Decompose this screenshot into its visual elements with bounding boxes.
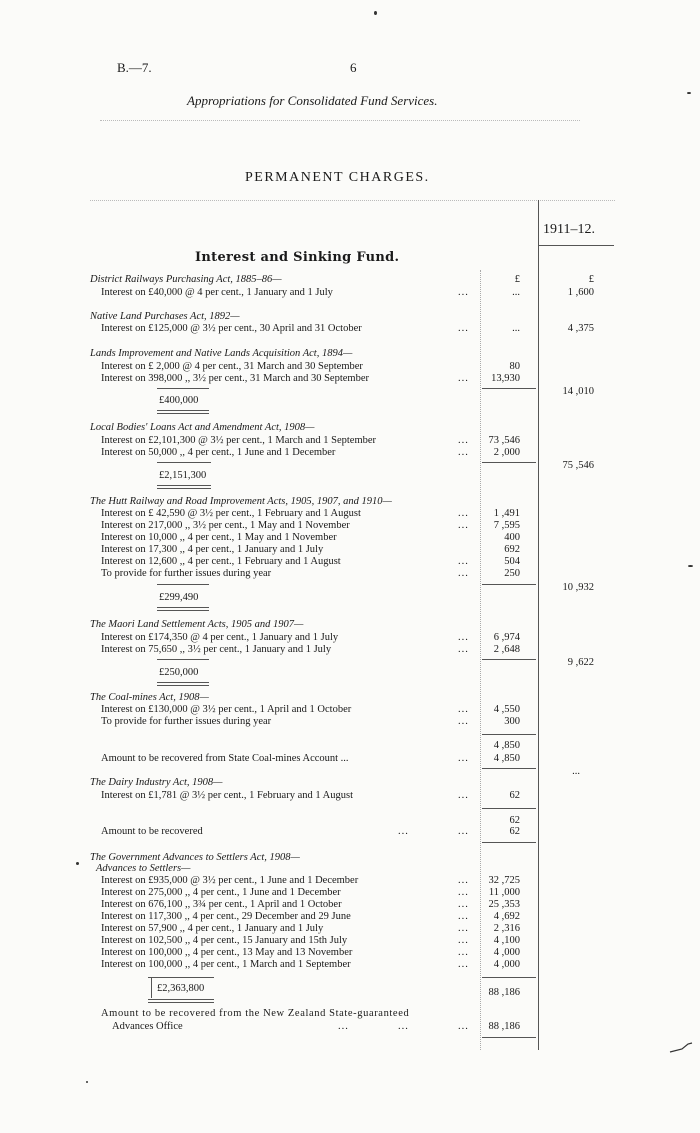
leader-dots: ...	[458, 1021, 469, 1032]
leader-dots: ...	[458, 556, 469, 567]
leader-dots: ...	[398, 826, 409, 837]
ink-speck	[688, 565, 693, 567]
sum-rule	[157, 682, 209, 683]
document-reference: B.—7.	[117, 60, 152, 75]
line-amount: 4 ,550	[493, 704, 520, 715]
sum-rule	[157, 610, 209, 611]
line-item: Amount to be recovered from the New Zealand State-guaranteed	[101, 1008, 410, 1019]
line-amount: ...	[512, 287, 520, 298]
act-heading: The Coal-mines Act, 1908—	[90, 692, 209, 703]
line-amount: 25 ,353	[488, 899, 520, 910]
leader-dots: ...	[458, 704, 469, 715]
line-amount: 88 ,186	[488, 1021, 520, 1032]
page-title: Appropriations for Consolidated Fund Services.	[187, 93, 438, 108]
line-amount: 32 ,725	[488, 875, 520, 886]
line-item: Interest on £2,101,300 @ 3½ per cent., 1 March and 1 September	[101, 435, 377, 446]
line-item: Interest on 12,600 ,, 4 per cent., 1 February and 1 August	[101, 556, 341, 567]
line-item: Interest on 50,000 ,, 4 per cent., 1 June and 1 December	[101, 447, 336, 458]
subtotal-rule	[482, 808, 536, 809]
year-total: 14 ,010	[562, 386, 594, 397]
principal-sum: £400,000	[159, 395, 199, 406]
subtotal-rule	[482, 977, 536, 978]
line-amount: 1 ,491	[493, 508, 520, 519]
act-heading: The Dairy Industry Act, 1908—	[90, 777, 223, 788]
leader-dots: ...	[458, 323, 469, 334]
line-item: Interest on £40,000 @ 4 per cent., 1 January and 1 July	[101, 287, 333, 298]
act-heading: The Government Advances to Settlers Act, 1908—	[90, 852, 300, 863]
line-amount: 62	[509, 826, 520, 837]
subtotal-rule	[482, 842, 536, 843]
leader-dots: ...	[458, 508, 469, 519]
year-total: 10 ,932	[562, 582, 594, 593]
principal-sum: £2,151,300	[159, 470, 207, 481]
year-column-header: 1911–12.	[543, 222, 595, 237]
line-item: Amount to be recovered from State Coal-mines Account ...	[101, 753, 349, 764]
line-item: Interest on 57,900 ,, 4 per cent., 1 January and 1 July	[101, 923, 324, 934]
line-amount: 2 ,000	[493, 447, 520, 458]
line-item: Interest on £1,781 @ 3½ per cent., 1 February and 1 August	[101, 790, 353, 801]
line-item: Interest on 10,000 ,, 4 per cent., 1 May and 1 November	[101, 532, 337, 543]
table-top-rule	[90, 200, 615, 201]
year-total: 1 ,600	[567, 287, 594, 298]
leader-dots: ...	[458, 923, 469, 934]
leader-dots: ...	[458, 887, 469, 898]
principal-sum: £299,490	[159, 592, 199, 603]
line-amount: 4 ,692	[493, 911, 520, 922]
leader-dots: ...	[458, 911, 469, 922]
line-item: Interest on 100,000 ,, 4 per cent., 1 March and 1 September	[101, 959, 351, 970]
line-item: Interest on £ 2,000 @ 4 per cent., 31 March and 30 September	[101, 361, 363, 372]
leader-dots: ...	[458, 959, 469, 970]
line-amount: 692	[504, 544, 520, 555]
line-amount: 4 ,000	[493, 959, 520, 970]
principal-sum: £2,363,800	[157, 983, 205, 994]
leader-dots: ...	[458, 826, 469, 837]
leader-dots: ...	[458, 790, 469, 801]
subtotal-amount: 4 ,850	[493, 740, 520, 751]
subtotal-amount: 88 ,186	[488, 987, 520, 998]
line-amount: 11 ,000	[488, 887, 520, 898]
line-amount: 2 ,316	[493, 923, 520, 934]
line-amount: 73 ,546	[488, 435, 520, 446]
line-amount: 4 ,000	[493, 947, 520, 958]
line-item: Interest on 17,300 ,, 4 per cent., 1 January and 1 July	[101, 544, 324, 555]
line-item: Interest on 275,000 ,, 4 per cent., 1 June and 1 December	[101, 887, 341, 898]
act-heading: The Maori Land Settlement Acts, 1905 and 1907—	[90, 619, 304, 630]
leader-dots: ...	[458, 435, 469, 446]
sum-rule	[157, 462, 211, 463]
pencil-mark	[668, 1040, 694, 1056]
line-item: To provide for further issues during year	[101, 716, 272, 727]
leader-dots: ...	[398, 1021, 409, 1032]
line-item: Interest on 75,650 ,, 3½ per cent., 1 January and 1 July	[101, 644, 332, 655]
year-total: ...	[572, 766, 580, 777]
leader-dots: ...	[458, 568, 469, 579]
line-amount: 6 ,974	[493, 632, 520, 643]
line-item: Interest on £125,000 @ 3½ per cent., 30 April and 31 October	[101, 323, 362, 334]
leader-dots: ...	[458, 899, 469, 910]
sum-rule	[157, 485, 211, 486]
line-item: Interest on 102,500 ,, 4 per cent., 15 January and 15th July	[101, 935, 348, 946]
line-item: Interest on £130,000 @ 3½ per cent., 1 April and 1 October	[101, 704, 352, 715]
section-title: PERMANENT CHARGES.	[245, 170, 430, 185]
sum-bracket	[151, 978, 152, 998]
line-amount: 2 ,648	[493, 644, 520, 655]
line-item: Interest on £ 42,590 @ 3½ per cent., 1 February and 1 August	[101, 508, 361, 519]
sum-rule	[148, 999, 214, 1000]
sum-rule	[157, 607, 209, 608]
page-number: 6	[350, 60, 357, 75]
currency-symbol: £	[588, 274, 594, 285]
sum-rule	[157, 413, 209, 414]
line-item: Advances Office	[112, 1021, 183, 1032]
ink-speck	[687, 92, 691, 94]
line-amount: 62	[509, 790, 520, 801]
sum-rule	[157, 659, 209, 660]
line-item: Amount to be recovered	[101, 826, 203, 837]
act-subheading: Advances to Settlers—	[96, 863, 191, 874]
sum-rule	[157, 388, 209, 389]
leader-dots: ...	[458, 644, 469, 655]
year-header-rule	[538, 245, 614, 246]
line-amount: 250	[504, 568, 520, 579]
line-amount: 7 ,595	[493, 520, 520, 531]
line-item: Interest on £174,350 @ 4 per cent., 1 January and 1 July	[101, 632, 339, 643]
currency-symbol: £	[514, 274, 520, 285]
leader-dots: ...	[458, 287, 469, 298]
leader-dots: ...	[458, 716, 469, 727]
line-amount: 13,930	[491, 373, 520, 384]
sum-rule	[157, 488, 211, 489]
leader-dots: ...	[458, 875, 469, 886]
year-total: 75 ,546	[562, 460, 594, 471]
leader-dots: ...	[458, 632, 469, 643]
sum-rule	[148, 1002, 214, 1003]
leader-dots: ...	[458, 520, 469, 531]
line-item: To provide for further issues during year	[101, 568, 272, 579]
leader-dots: ...	[458, 947, 469, 958]
leader-dots: ...	[338, 1021, 349, 1032]
leader-dots: ...	[458, 373, 469, 384]
act-heading: District Railways Purchasing Act, 1885–86—	[90, 274, 282, 285]
line-amount: ...	[512, 323, 520, 334]
line-item: Interest on 117,300 ,, 4 per cent., 29 December and 29 June	[101, 911, 351, 922]
line-amount: 400	[504, 532, 520, 543]
line-amount: 80	[509, 361, 520, 372]
ink-speck	[374, 11, 377, 15]
principal-sum: £250,000	[159, 667, 199, 678]
subtotal-amount: 62	[509, 815, 520, 826]
leader-dots: ...	[458, 935, 469, 946]
subsection-title: Interest and Sinking Fund.	[195, 250, 400, 265]
subtotal-rule	[482, 734, 536, 735]
line-amount: 4 ,100	[493, 935, 520, 946]
year-total: 9 ,622	[567, 657, 594, 668]
line-item: Interest on 398,000 ,, 3½ per cent., 31 March and 30 September	[101, 373, 369, 384]
sum-rule	[157, 584, 209, 585]
subtotal-rule	[482, 768, 536, 769]
ink-speck	[86, 1081, 88, 1083]
subtotal-rule	[482, 1037, 536, 1038]
act-heading: Lands Improvement and Native Lands Acquisition Act, 1894—	[90, 348, 353, 359]
line-item: Interest on £935,000 @ 3½ per cent., 1 June and 1 December	[101, 875, 359, 886]
header-rule	[100, 120, 580, 121]
line-item: Interest on 100,000 ,, 4 per cent., 13 May and 13 November	[101, 947, 353, 958]
sum-rule	[157, 685, 209, 686]
line-amount: 300	[504, 716, 520, 727]
sum-rule	[148, 977, 214, 978]
line-item: Interest on 217,000 ,, 3½ per cent., 1 May and 1 November	[101, 520, 350, 531]
act-heading: Native Land Purchases Act, 1892—	[90, 311, 240, 322]
act-heading: Local Bodies' Loans Act and Amendment Act, 1908—	[90, 422, 315, 433]
line-item: Interest on 676,100 ,, 3¾ per cent., 1 April and 1 October	[101, 899, 342, 910]
leader-dots: ...	[458, 753, 469, 764]
sum-rule	[157, 410, 209, 411]
year-total: 4 ,375	[567, 323, 594, 334]
line-amount: 504	[504, 556, 520, 567]
ink-speck	[76, 862, 79, 865]
leader-dots: ...	[458, 447, 469, 458]
act-heading: The Hutt Railway and Road Improvement Acts, 1905, 1907, and 1910—	[90, 496, 392, 507]
line-amount: 4 ,850	[493, 753, 520, 764]
